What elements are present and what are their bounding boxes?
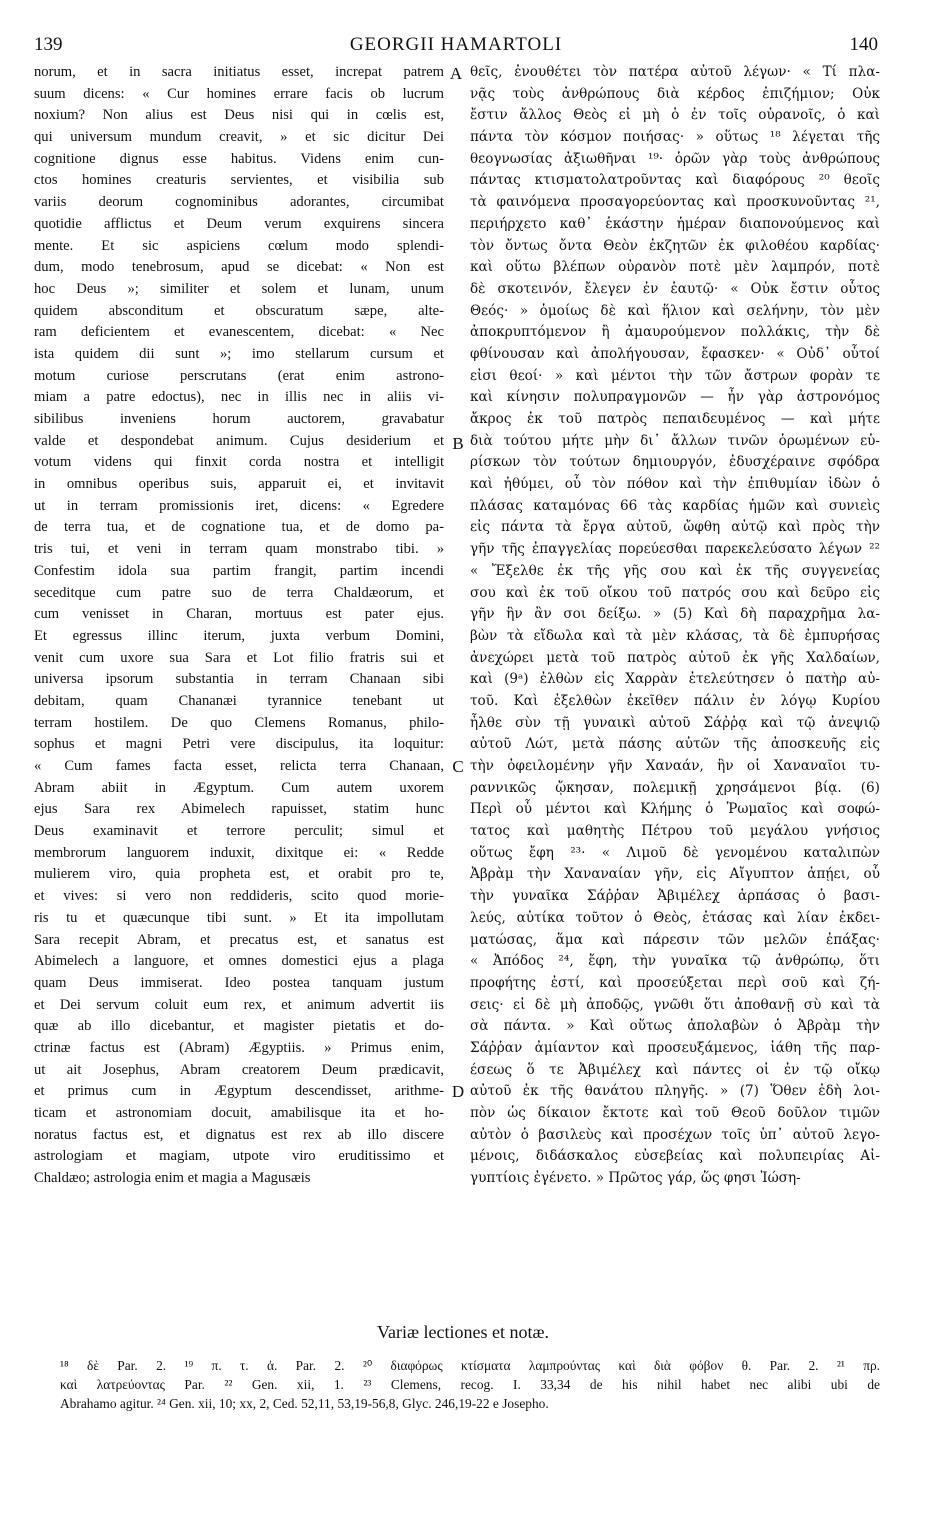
greek-text-line: ρίσκων τὸν τούτων δημιουργόν, ἐδυσχέραινε σφόδρα — [470, 454, 880, 471]
greek-text-line: ματώσας, ἅμα καὶ πάρεσιν τῶν μελῶν ἐπάξας· — [470, 931, 880, 948]
footnote-line: Abrahamo agitur. ²⁴ Gen. xii, 10; xx, 2, Ced. 52,11, 53,19-56,8, Glyc. 246,19-22 e Josepho. — [60, 1396, 549, 1411]
greek-text-line: διὰ τούτου μήτε μὴν δι᾿ ἄλλων τινῶν ὁρωμένων εὑ- — [470, 432, 880, 449]
latin-text-line: quæ ab illo dicebantur, et magister pietatis et do- — [34, 1018, 444, 1035]
latin-text-line: suum dicens: « Cur homines errare facis ob lucrum — [34, 85, 444, 102]
latin-text-line: valde et despondebat animum. Cujus desiderium et — [34, 432, 444, 449]
latin-text-line: ut in terram promissionis iret, dicens: « Egredere — [34, 497, 444, 514]
latin-text-line: Sara recepit Abram, et precatus est, et sanatus est — [34, 931, 444, 948]
margin-marker-c: C — [452, 757, 464, 776]
greek-text-line: καὶ ἠθύμει, οὗ τὸν πόθον καὶ τὴν ἐπιθυμίαν ἰδὼν ὁ — [470, 476, 880, 493]
latin-text-line: mulierem viro, quia propheta est, et orabit pro te, — [34, 866, 444, 883]
greek-text-line: τοῦ. Καὶ ἐξελθὼν ἐκεῖθεν πάλιν ἐν λόγῳ Κυρίου — [470, 692, 880, 709]
greek-text-line: καὶ κίνησιν πολυπραγμονῶν — ἦν γὰρ ἀστρονόμος — [470, 389, 880, 406]
greek-text-line: πλάσας καταμόνας 66 τὰς καρδίας ἡμῶν καὶ συνιεὶς — [470, 497, 880, 514]
greek-text-line: ραννικῶς ᾤκησαν, πολεμικῇ χρησάμενοι βίᾳ. (6) — [470, 779, 880, 796]
latin-text-line: Confestim idola sua partim frangit, partim incendi — [34, 562, 444, 579]
margin-marker-d: D — [451, 1082, 465, 1101]
latin-text-line: votum videns qui finxit corda nostra et intelligit — [34, 454, 444, 471]
latin-text-line: noxium? Non alius est Deus nisi qui in cœlis est, — [34, 107, 444, 124]
greek-text-line: Θεός· » ὁμοίως δὲ καὶ ἥλιον καὶ σελήνην, τὸν μὲν — [470, 302, 880, 319]
footnote-line: ¹⁸ δὲ Par. 2. ¹⁹ π. τ. ἀ. Par. 2. ²⁰ διαφόρως κτίσματα λαμπρούντας καὶ διὰ φόβον θ. Par. 2. ²¹ πρ. — [60, 1358, 880, 1373]
latin-text-line: ctos homines creaturis servientes, et visibilia sub — [34, 172, 444, 189]
latin-text-line: membrorum languorem induxit, dixitque ei: « Redde — [34, 844, 444, 861]
latin-text-line: Abimelech a languore, et omnes domestici ejus a plaga — [34, 953, 444, 970]
greek-text-line: Σάῤῥαν ἀμίαντον καὶ προσευξάμενος, ἰάθη τῆς παρ- — [470, 1039, 880, 1056]
greek-text-line: πάντας κτισματολατροῦντας καὶ διαφόρους ²⁰ θεοῖς — [470, 172, 880, 189]
latin-text-line: in omnibus operibus suis, apparuit ei, et invitavit — [34, 476, 444, 493]
margin-marker-b: B — [452, 434, 464, 453]
latin-text-line: quam Deus immiserat. Ideo postea tanquam justum — [34, 974, 444, 991]
greek-text-line: καὶ (9ᵃ) ἐλθὼν εἰς Χαρρὰν ἐτελεύτησεν ὁ πατὴρ αὐ- — [470, 671, 880, 688]
latin-text-line: et Dei servum coluit eum rex, et animum advertit iis — [34, 996, 444, 1013]
greek-text-line: βὼν τὰ εἴδωλα καὶ τὰ μὲν κλάσας, τὰ δὲ ἐμπυρήσας — [470, 627, 880, 644]
latin-text-line: sophus et magni Petri vere discipulus, ita loquitur: — [34, 736, 444, 753]
latin-text-line: Deus examinavit et terrore perculit; simul et — [34, 823, 444, 840]
latin-text-line: tris tui, et veni in terram quam monstrabo tibi. » — [34, 541, 444, 558]
greek-text-line: ἄκρος ἐκ τοῦ πατρὸς πεπαιδευμένος — καὶ μήτε — [470, 411, 880, 427]
latin-text-line: norum, et in sacra initiatus esset, increpat patrem — [34, 64, 444, 80]
greek-text-line: τὴν γυναῖκα Σάῤῥαν Ἀβιμέλεχ ἁρπάσας ὁ βασι- — [470, 888, 880, 905]
latin-text-line: terram hostilem. De quo Clemens Romanus, philo- — [34, 714, 444, 731]
latin-text-line: Chaldæo; astrologia enim et magia a Magusæis — [34, 1170, 311, 1187]
latin-text-line: « Cum fames facta esset, relicta terra Chanaan, — [34, 758, 444, 774]
greek-text-line: γῆν ἣν ἂν σοι δείξω. » (5) Καὶ δὴ παραχρῆμα λα- — [470, 606, 880, 623]
latin-text-line: ista quidem dii sunt »; imo stellarum cursum et — [34, 345, 444, 362]
greek-text-line: αὐτοῦ Λώτ, μετὰ πάσης αὐτῶν τῆς ἀποσκευῆς εἰς — [470, 736, 880, 753]
greek-text-line: δὲ σκοτεινόν, ἔλεγεν ἐν ἑαυτῷ· « Οὐκ ἔστιν οὗτος — [470, 280, 880, 297]
latin-text-line: venit cum uxore sua Sara et Lot filio fratris sui et — [34, 649, 444, 666]
latin-text-line: quidem absconditum et obscuratum sæpe, alte- — [34, 302, 444, 319]
latin-text-line: mente. Et sic aspiciens cœlum modo splendi- — [34, 237, 444, 254]
latin-text-line: quotidie afflictus et Deum verum exquirens sincera — [34, 215, 444, 232]
greek-text-line: Ἀβρὰμ τὴν Χαναναίαν γῆν, εἰς Αἴγυπτον ἀπῄει, οὗ — [470, 866, 880, 883]
latin-text-line: Et egressus illinc iterum, juxta verbum Domini, — [34, 627, 444, 644]
notes-heading: Variæ lectiones et notæ. — [377, 1322, 549, 1342]
page-header — [34, 34, 878, 58]
greek-text-line: ἀνεχώρει μετὰ τοῦ πατρὸς αὐτοῦ ἐκ γῆς Χαλδαίων, — [470, 649, 880, 666]
greek-text-line: ἦλθε σὺν τῇ γυναικὶ αὐτοῦ Σάῤῥᾳ καὶ τῷ ἀνεψιῷ — [470, 714, 880, 731]
greek-text-line: πὸν ὡς δίκαιον ἔκτοτε καὶ τοῦ Θεοῦ δοῦλον τιμῶν — [470, 1105, 880, 1121]
greek-text-line: θεογνωσίας ἀξιωθῆναι ¹⁹· ὁρῶν γὰρ τοὺς ἀνθρώπους — [470, 150, 880, 167]
greek-text-line: τατος καὶ μαθητὴς Πέτρου τοῦ μεγάλου γνήσιος — [470, 823, 880, 840]
footnote-line: καὶ λατρεύοντας Par. ²² Gen. xii, 1. ²³ Clemens, recog. I. 33,34 de his nihil habet nec alibi ubi de — [60, 1377, 880, 1392]
greek-text-line: προφήτης ἐστί, καὶ προσεύξεται περὶ σοῦ καὶ ζή- — [470, 974, 880, 991]
greek-text-line: ἔστιν ἄλλος Θεὸς εἰ μὴ ὁ ἐν τοῖς οὐρανοῖς, ὁ καὶ — [470, 107, 880, 124]
latin-text-line: astrologiam et magiam, utpote viro eruditissimo et — [34, 1148, 444, 1165]
latin-text-line: debitam, quam Chananæi tyrannice tenebant ut — [34, 692, 444, 709]
latin-text-line: cum venisset in Charan, mortuus est pater ejus. — [34, 606, 444, 623]
latin-text-line: hoc Deus »; similiter et solem et lunam, unum — [34, 280, 444, 297]
margin-marker-a: A — [449, 64, 463, 83]
greek-text-line: τὸν ὄντως ὄντα Θεὸν ἐκζητῶν ἐκ φιλοθέου καρδίας· — [470, 237, 880, 254]
greek-text-line: ἀποκρυπτόμενον ἢ ἀμαυρούμενον πολλάκις, τὴν δὲ — [470, 324, 880, 341]
latin-text-line: de terra tua, et de cognatione tua, et de domo pa- — [34, 519, 444, 536]
latin-text-line: ris tu et quæcunque tibi sunt. » Et ita impollutam — [34, 909, 444, 926]
latin-text-line: cognitione dignus esse habitus. Videns enim cun- — [34, 150, 444, 167]
greek-text-line: σεις· εἰ δὲ μὴ ἀποδῷς, γνῶθι ὅτι ἀποθανῇ σὺ καὶ τὰ — [470, 996, 880, 1013]
latin-text-line: et primus cum in Ægyptum descendisset, arithme- — [34, 1083, 444, 1100]
greek-text-line: γῆν τῆς ἐπαγγελίας πορεύεσθαι παρεκελεύσατο λέγων ²² — [470, 541, 880, 558]
latin-text-line: ram deficientem et evanescentem, dicebat: « Nec — [34, 324, 444, 341]
greek-text-line: εἰς πάντα τὰ ἔργα αὐτοῦ, ὤφθη αὐτῷ καὶ πρὸς τὴν — [470, 519, 880, 536]
latin-text-line: ut ait Josephus, Abram creatorem Deum prædicavit, — [34, 1061, 444, 1078]
latin-text-line: ctrinæ factus est (Abram) Ægyptiis. » Primus enim, — [34, 1039, 444, 1056]
greek-text-line: οὕτως ἔφη ²³· « Λιμοῦ δὲ γενομένου καταλιπὼν — [470, 844, 880, 861]
greek-text-line: έσεως ὅ τε Ἀβιμέλεχ καὶ πάντες οἱ ἐν τῷ οἴκῳ — [470, 1061, 880, 1078]
greek-text-line: αὐτὸν ὁ βασιλεὺς καὶ προσέχων τοῖς ὑπ᾿ αὐτοῦ λεγο- — [470, 1126, 880, 1143]
latin-text-line: ejus Sara rex Abimelech rapuisset, statim hunc — [34, 801, 444, 818]
greek-text-line: θεῖς, ἐνουθέτει τὸν πατέρα αὐτοῦ λέγων· « Τί πλα- — [470, 64, 880, 80]
greek-text-line: εἰσι θεοί· » καὶ μέντοι τὴν τῶν ἄστρων φορὰν τε — [470, 367, 880, 384]
latin-text-line: seceditque cum patre suo de terra Chaldæorum, et — [34, 584, 444, 601]
latin-text-line: miam a patre edoctus), nec in illis nec in aliis vi- — [34, 389, 444, 406]
greek-text-line: « Ἔξελθε ἐκ τῆς γῆς σου καὶ ἐκ τῆς συγγενείας — [470, 562, 880, 579]
greek-text-line: λεύς, αὐτίκα τοῦτον ὁ Θεὸς, ἐτάσας καὶ λίαν ἐκδει- — [470, 909, 880, 926]
footnotes — [60, 1356, 880, 1413]
greek-text-line: Περὶ οὗ μέντοι καὶ Κλήμης ὁ Ῥωμαῖος καὶ σοφώ- — [470, 801, 880, 818]
page-number-right: 140 — [849, 34, 878, 55]
latin-text-line: ticam et astronomiam docuit, amabilisque ita et ho- — [34, 1105, 444, 1121]
greek-text-line: φθίνουσαν καὶ ἀπολήγουσαν, ἔφασκεν· « Οὐδ᾿ οὗτοί — [470, 345, 880, 362]
greek-text-line: τὰ φαινόμενα προσαγορεύοντας καὶ προσκυνοῦντας ²¹, — [470, 194, 880, 211]
greek-text-line: τὴν ὀφειλομένην γῆν Χαναάν, ἣν οἱ Χαναναῖοι τυ- — [470, 758, 880, 774]
greek-text-line: πάντα τὸν κόσμον ποιήσας· » οὕτως ¹⁸ λέγεται τῆς — [470, 129, 880, 146]
greek-text-line: νᾷς τοὺς ἀνθρώπους διὰ κέρδος ἐπιζήμιον; Οὐκ — [470, 85, 880, 102]
latin-text-line: Abram abiit in Ægyptum. Cum autem uxorem — [34, 779, 444, 796]
latin-text-line: qui universum mundum creavit, » et sic dicitur Dei — [34, 129, 444, 146]
latin-text-line: variis deorum cognominibus adorantes, circumibat — [34, 194, 444, 211]
latin-text-line: noratus factus est, et dignatus est rex ab illo discere — [34, 1126, 444, 1143]
latin-text-line: et vives: si vero non reddideris, scito quod morie- — [34, 888, 444, 905]
greek-text-line: περιήρχετο καθ᾿ ἑκάστην ἡμέραν διαπονούμενος καὶ — [470, 215, 880, 232]
latin-text-line: sibilibus inveniens horum auctorem, gravabatur — [34, 411, 444, 427]
greek-column — [470, 62, 880, 1187]
greek-text-line: σὰ πάντα. » Καὶ οὕτως ἀπολαβὼν ὁ Ἀβρὰμ τὴν — [470, 1018, 880, 1035]
latin-text-line: universa ipsorum substantia in terram Chanaan sibi — [34, 671, 444, 688]
greek-text-line: αὐτοῦ ἐκ τῆς θανάτου πληγῆς. » (7) Ὅθεν ἐδὴ λοι- — [470, 1083, 880, 1100]
latin-text-line: dum, modo tenebrosum, apud se dicebat: « Non est — [34, 259, 444, 276]
greek-text-line: καὶ οὕτω βλέπων οὐρανὸν ποτὲ μὲν λαμπρόν, ποτὲ — [470, 259, 880, 276]
greek-text-line: σου καὶ ἐκ τοῦ οἴκου τοῦ πατρός σου καὶ δεῦρο εἰς — [470, 584, 880, 601]
page-number-left: 139 — [34, 34, 63, 55]
greek-text-line: « Ἀπόδος ²⁴, ἔφη, τὴν γυναῖκα τῷ ἀνθρώπῳ, ὅτι — [470, 953, 880, 970]
greek-text-line: γυπτίοις ἐγένετο. » Πρῶτος γάρ, ὥς φησι Ἰώση- — [470, 1170, 801, 1187]
greek-text-line: μένοις, διδάσκαλος εὐσεβείας καὶ πολυπειρίας Αἰ- — [470, 1148, 880, 1165]
latin-text-line: motum curiose perscrutans (erat enim astrono- — [34, 367, 444, 384]
running-title: GEORGII HAMARTOLI — [349, 34, 563, 55]
latin-column — [34, 62, 444, 1187]
